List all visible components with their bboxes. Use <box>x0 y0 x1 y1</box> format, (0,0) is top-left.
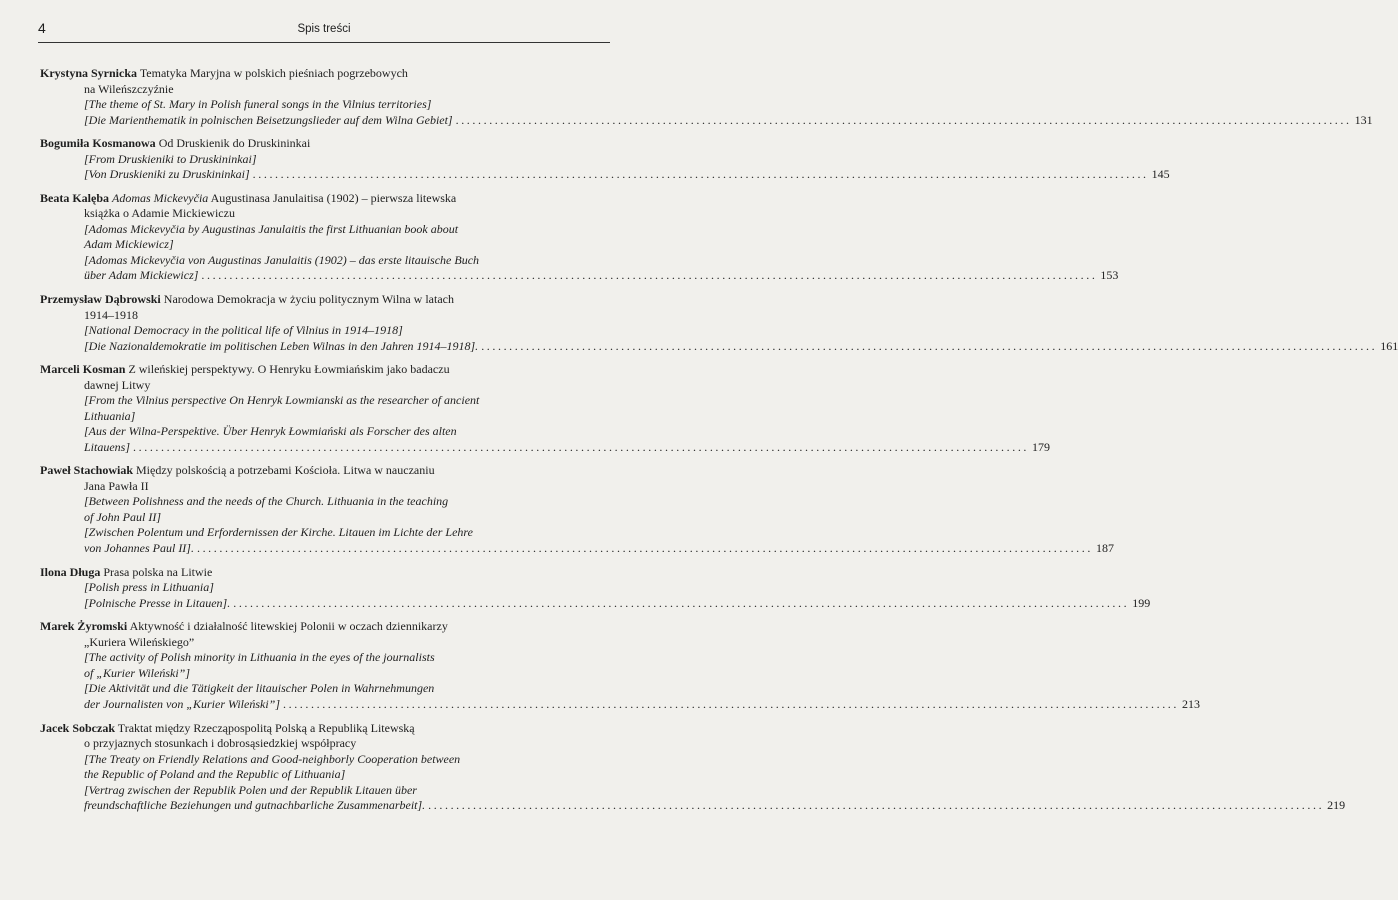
entry-leader-line <box>40 696 1200 713</box>
toc-list <box>40 66 1398 822</box>
entry-title: Od Druskienik do Druskininkai <box>158 136 311 151</box>
entry-english-title <box>40 650 612 666</box>
toc-entry <box>40 564 1151 612</box>
entry-title: Tematyka Maryjna w polskich pieśniach pogrzebowych <box>139 66 408 80</box>
entry-page-number: 131 <box>1354 112 1373 127</box>
entry-english-title <box>40 152 612 168</box>
entry-title-cont: o przyjaznych stosunkach i dobrosąsiedzkiej współpracy <box>84 736 357 750</box>
dot-leader: ................................................................................................................................................................ <box>283 696 1179 711</box>
entry-english-title <box>40 237 612 253</box>
toc-entry <box>40 720 1346 814</box>
entry-author: Ilona Długa <box>40 564 101 579</box>
entry-english-title <box>40 222 612 238</box>
german-text: [Die Marienthematik in polnischen Beisetzungslieder auf dem Wilna Gebiet] <box>84 112 453 127</box>
entry-english-title <box>40 494 612 510</box>
entry-german-title <box>40 681 612 697</box>
english-text: of John Paul II] <box>84 509 161 524</box>
toc-entry <box>40 362 1051 455</box>
entry-title: Prasa polska na Litwie <box>103 564 213 579</box>
english-text: the Republic of Poland and the Republic of Lithuania] <box>84 767 346 781</box>
entry-leader-line <box>40 540 1114 557</box>
dot-leader: ................................................................................................................................................................ <box>133 439 1030 454</box>
english-text: [Between Polishness and the needs of the Church. Lithuania in the teaching <box>84 494 449 509</box>
german-text: freundschaftliche Beziehungen und gutnachbarliche Zusammenarbeit]. <box>84 798 426 812</box>
english-text: Lithuania] <box>84 408 136 423</box>
german-text: [Von Druskieniki zu Druskininkai] <box>84 167 250 182</box>
entry-page-number: 161 <box>1380 338 1398 353</box>
dot-leader: ................................................................................................................................................................ <box>201 268 1098 283</box>
entry-leader-line <box>40 439 1051 456</box>
toc-entry <box>40 619 1200 712</box>
entry-title: Narodowa Demokracja w życiu politycznym Wilna w latach <box>163 292 454 307</box>
german-text: der Journalisten von „Kurier Wileński”] <box>84 696 280 711</box>
english-text: [The theme of St. Mary in Polish funeral songs in the Vilnius territories] <box>84 97 432 111</box>
entry-title-cont: dawnej Litwy <box>84 377 151 392</box>
entry-english-title <box>40 767 612 783</box>
entry-author: Marceli Kosman <box>40 362 126 377</box>
english-text: [Adomas Mickevyčia by Augustinas Janulaitis the first Lithuanian book about <box>84 221 459 236</box>
entry-first-line <box>40 721 612 737</box>
entry-page-number: 145 <box>1151 167 1170 182</box>
entry-author: Jacek Sobczak <box>40 720 115 735</box>
english-text: [Polish press in Lithuania] <box>84 580 214 595</box>
entry-first-line <box>40 292 612 308</box>
entry-first-line <box>40 362 612 378</box>
entry-leader-line <box>40 167 1170 183</box>
entry-title: Traktat między Rzecząpospolitą Polską a Republiką Litewską <box>117 720 415 735</box>
dot-leader: ................................................................................................................................................................ <box>428 798 1325 812</box>
dot-leader: ................................................................................................................................................................ <box>233 595 1130 610</box>
entry-author: Beata Kalęba <box>40 190 109 205</box>
entry-author: Marek Żyromski <box>40 619 128 634</box>
running-title: Spis treści <box>297 23 351 35</box>
english-text: of „Kurier Wileński”] <box>84 665 191 680</box>
entry-author: Przemysław Dąbrowski <box>40 292 161 307</box>
entry-english-title <box>40 752 612 768</box>
toc-entry <box>40 292 1398 354</box>
entry-german-title <box>40 253 612 269</box>
german-text: [Polnische Presse in Litauen]. <box>84 595 231 610</box>
entry-author: Bogumiła Kosmanowa <box>40 136 156 151</box>
entry-author: Krystyna Syrnicka <box>40 66 138 80</box>
german-text: über Adam Mickiewicz] <box>84 268 199 283</box>
toc-entry <box>40 190 1119 284</box>
toc-entry <box>40 136 1170 183</box>
entry-english-title <box>40 580 612 596</box>
entry-english-title <box>40 409 612 425</box>
entry-english-title <box>40 393 612 409</box>
english-text: [The Treaty on Friendly Relations and Good-neighborly Cooperation between <box>84 751 461 766</box>
dot-leader: ................................................................................................................................................................ <box>196 540 1093 555</box>
entry-title-cont: „Kuriera Wileńskiego” <box>84 634 195 649</box>
entry-first-line <box>40 463 612 479</box>
entry-leader-line <box>40 268 1119 284</box>
entry-first-line <box>40 565 612 581</box>
german-text: Litauens] <box>84 439 131 454</box>
english-text: [National Democracy in the political life of Vilnius in 1914–1918] <box>84 323 403 338</box>
english-text: [From Druskieniki to Druskininkai] <box>84 151 257 166</box>
entry-page-number: 199 <box>1132 595 1151 610</box>
entry-first-line <box>40 66 612 82</box>
entry-author: Paweł Stachowiak <box>40 463 133 478</box>
entry-page-number: 187 <box>1095 540 1114 555</box>
entry-title: Z wileńskiej perspektywy. O Henryku Łowmiańskim jako badaczu <box>128 362 450 377</box>
toc-entry <box>40 463 1114 556</box>
entry-leader-line <box>40 112 1373 129</box>
german-text: [Aus der Wilna-Perspektive. Über Henryk Łowmiański als Forscher des alten <box>84 424 457 439</box>
entry-english-title <box>40 510 612 526</box>
entry-title-cont: książka o Adamie Mickiewiczu <box>84 206 235 221</box>
entry-title-italic: Adomas Mickevyčia <box>112 190 209 205</box>
entry-german-title <box>40 525 612 541</box>
entry-title: Augustinasa Janulaitisa (1902) – pierwsza litewska <box>208 190 457 205</box>
english-text: Adam Mickiewicz] <box>84 237 174 252</box>
english-text: [The activity of Polish minority in Lithuania in the eyes of the journalists <box>84 650 435 665</box>
entry-english-title <box>40 97 612 113</box>
entry-leader-line <box>40 338 1398 355</box>
entry-page-number: 213 <box>1182 696 1200 711</box>
entry-leader-line <box>40 798 1346 814</box>
entry-german-title <box>40 783 612 799</box>
entry-title: Między polskością a potrzebami Kościoła. Litwa w nauczaniu <box>136 463 435 478</box>
toc-entry <box>40 66 1373 128</box>
entry-first-line <box>40 136 612 152</box>
english-text: [From the Vilnius perspective On Henryk Lowmianski as the researcher of ancient <box>84 393 480 408</box>
entry-page-number: 219 <box>1327 798 1346 812</box>
entry-english-title <box>40 666 612 682</box>
dot-leader: ................................................................................................................................................................ <box>252 167 1149 182</box>
entry-title-cont: na Wileńszczyźnie <box>84 81 174 96</box>
german-text: von Johannes Paul II]. <box>84 540 194 555</box>
entry-first-line <box>40 191 612 207</box>
german-text: [Die Nazionaldemokratie im politischen Leben Wilnas in den Jahren 1914–1918]. <box>84 338 479 353</box>
entry-title-cont: 1914–1918 <box>84 307 138 322</box>
dot-leader: ................................................................................................................................................................ <box>455 112 1352 127</box>
entry-english-title <box>40 323 612 339</box>
german-text: [Zwischen Polentum und Erfordernissen der Kirche. Litauen im Lichte der Lehre <box>84 525 473 540</box>
entry-page-number: 179 <box>1032 439 1051 454</box>
entry-leader-line <box>40 595 1151 612</box>
german-text: [Die Aktivität und die Tätigkeit der litauischer Polen in Wahrnehmungen <box>84 681 435 696</box>
page-number: 4 <box>38 20 46 36</box>
entry-german-title <box>40 424 612 440</box>
german-text: [Vertrag zwischen der Republik Polen und der Republik Litauen über <box>84 782 417 797</box>
entry-page-number: 153 <box>1100 268 1119 283</box>
page-header <box>38 20 610 43</box>
german-text: [Adomas Mickevyčia von Augustinas Janulaitis (1902) – das erste litauische Buch <box>84 252 480 267</box>
entry-title-cont: Jana Pawła II <box>84 478 149 493</box>
dot-leader: ................................................................................................................................................................ <box>481 338 1378 353</box>
entry-first-line <box>40 619 612 635</box>
entry-title: Aktywność i działalność litewskiej Polonii w oczach dziennikarzy <box>129 619 448 634</box>
